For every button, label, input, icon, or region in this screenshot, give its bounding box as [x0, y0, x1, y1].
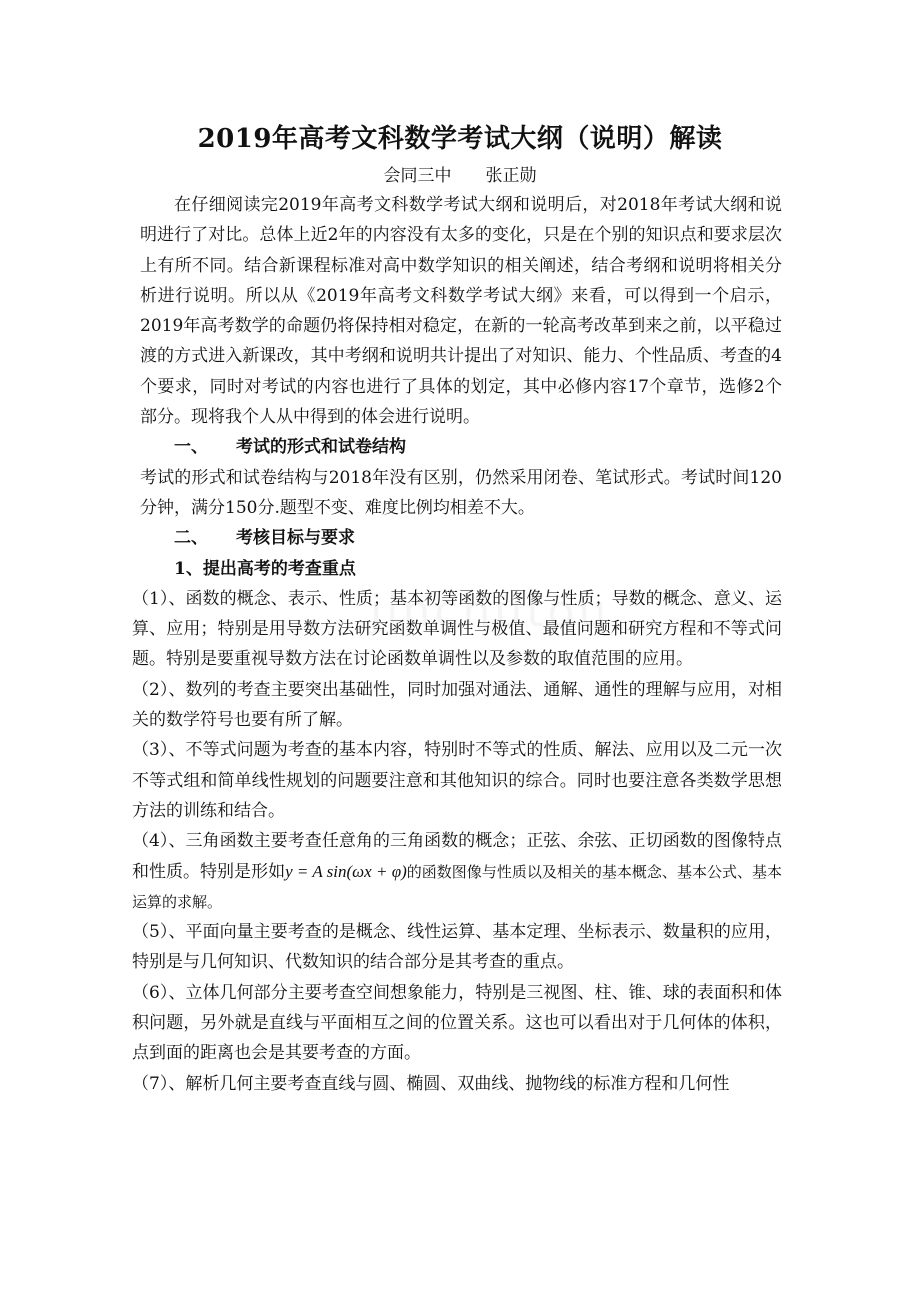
section-number: 二、 [174, 528, 208, 549]
section-heading-2 [140, 523, 782, 553]
list-item: （5）、平面向量主要考查的是概念、线性运算、基本定理、坐标表示、数量积的应用，特别是与几何知识、代数知识的结合部分是其考查的重点。 [132, 922, 782, 973]
list-item-text: （4）、三角函数主要考查任意角的三角函数的概念；正弦、余弦、正切函数的图像特点和性质。特别是形如 [132, 831, 782, 882]
list-item-trig [132, 826, 782, 917]
author-name: 张正勋 [485, 166, 537, 186]
author-line [0, 161, 920, 186]
document-title: 2019年高考文科数学考试大纲（说明）解读 [197, 124, 723, 154]
list-item: （1）、函数的概念、表示、性质；基本初等函数的图像与性质；导数的概念、意义、运算、应用；特别是用导数方法研究函数单调性与极值、最值问题和研究方程和不等式问题。特别是要重视导数方法在讨论函数单调性以及参数的取值范围的应用。 [132, 588, 782, 670]
list-item: （7）、解析几何主要考查直线与圆、椭圆、双曲线、抛物线的标准方程和几何性 [132, 1073, 730, 1094]
section1-paragraph: 考试的形式和试卷结构与2018年没有区别，仍然采用闭卷、笔试形式。考试时间120分钟，满分150分.题型不变、难度比例均相差不大。 [140, 467, 782, 518]
section-number: 一、 [174, 437, 208, 458]
section-title: 考试的形式和试卷结构 [236, 437, 406, 458]
list-item-text: 的函数图像与性质以及相关的基本概念、基本公式、基本运算的求解。 [132, 862, 782, 911]
intro-paragraph: 在仔细阅读完2019年高考文科数学考试大纲和说明后，对2018年考试大纲和说明进行了对比。总体上近2年的内容没有太多的变化，只是在个别的知识点和要求层次上有所不同。结合新课程标准对高中数学知识的相关阐述，结合考纲和说明将相关分析进行说明。所以从《2019年高考文科数学考试大纲》来看，可以得到一个启示，2019年高考数学的命题仍将保持相对稳定，在新的一轮高考改革到来之前，以平稳过渡的方式进入新课改，其中考纲和说明共计提出了对知识、能力、个性品质、考查的4个要求，同时对考试的内容也进行了具体的划定，其中必修内容17个章节，选修2个部分。现将我个人从中得到的体会进行说明。 [140, 195, 782, 428]
author-school: 会同三中 [383, 166, 452, 186]
section-heading-1 [140, 432, 782, 462]
math-formula: y = A sin(ωx + φ) [285, 861, 407, 881]
list-item: （3）、不等式问题为考查的基本内容，特别时不等式的性质、解法、应用以及二元一次不等式组和简单线性规划的问题要注意和其他知识的综合。同时也要注意各类数学思想方法的训练和结合。 [132, 740, 782, 821]
subsection-heading: 1、提出高考的考查重点 [174, 558, 356, 579]
document-body [132, 190, 782, 1099]
list-item: （2）、数列的考查主要突出基础性，同时加强对通法、通解、通性的理解与应用，对相关的数学符号也要有所了解。 [132, 679, 782, 731]
list-item: （6）、立体几何部分主要考查空间想象能力，特别是三视图、柱、锥、球的表面积和体积问题，另外就是直线与平面相互之间的位置关系。这也可以看出对于几何体的体积，点到面的距离也会是其要考查的方面。 [132, 982, 782, 1064]
section-title: 考核目标与要求 [236, 528, 355, 549]
